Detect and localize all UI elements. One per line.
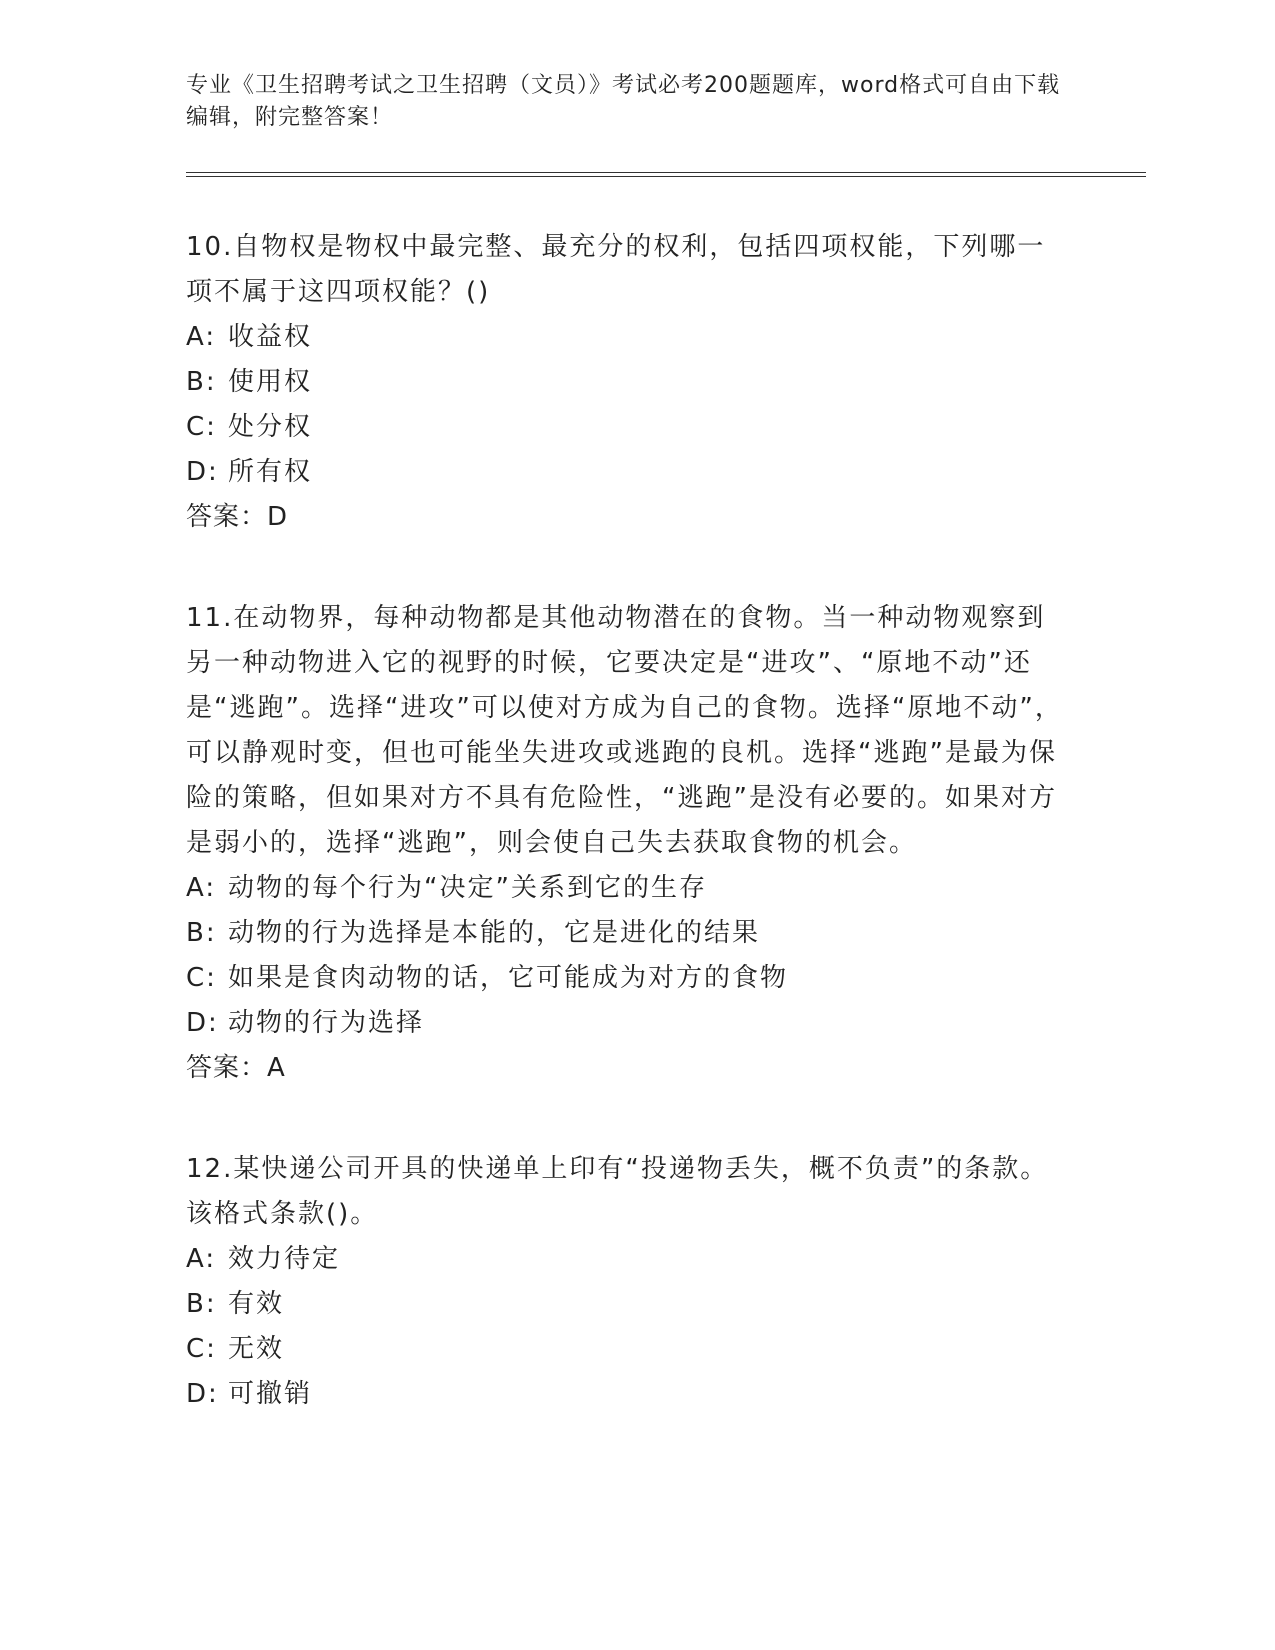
option-key: B: — [186, 918, 217, 948]
option-c — [186, 956, 1146, 1001]
question-text: 12.某快递公司开具的快递单上印有“投递物丢失，概不负责”的条款。该格式条款()。 — [186, 1154, 1049, 1229]
header-divider — [186, 172, 1146, 177]
option-b — [186, 1282, 1146, 1327]
option-text: 无效 — [228, 1334, 285, 1364]
option-c — [186, 1327, 1146, 1372]
option-d — [186, 450, 1146, 495]
option-text: 处分权 — [228, 412, 313, 442]
option-d — [186, 1372, 1146, 1417]
option-key: B: — [186, 367, 217, 397]
option-text: 可撤销 — [228, 1379, 313, 1409]
option-c — [186, 405, 1146, 450]
document-page — [186, 70, 1146, 1473]
answer-text: 答案：D — [186, 502, 289, 532]
option-a — [186, 1237, 1146, 1282]
question-11 — [186, 596, 1146, 1091]
option-a — [186, 866, 1146, 911]
option-b — [186, 911, 1146, 956]
option-d — [186, 1001, 1146, 1046]
option-text: 动物的行为选择 — [228, 1008, 425, 1038]
option-text: 有效 — [228, 1289, 285, 1319]
answer-text: 答案：A — [186, 1053, 286, 1083]
document-header: 专业《卫生招聘考试之卫生招聘（文员）》考试必考200题题库，word格式可自由下载编辑，附完整答案！ — [186, 73, 1061, 130]
question-12 — [186, 1147, 1146, 1417]
option-text: 如果是食肉动物的话，它可能成为对方的食物 — [228, 963, 789, 993]
question-10 — [186, 225, 1146, 540]
option-key: D: — [186, 1379, 219, 1409]
option-key: A: — [186, 873, 217, 903]
option-text: 效力待定 — [228, 1244, 341, 1274]
option-key: A: — [186, 1244, 217, 1274]
option-key: D: — [186, 457, 219, 487]
option-key: C: — [186, 963, 217, 993]
option-text: 收益权 — [228, 322, 313, 352]
option-text: 所有权 — [228, 457, 313, 487]
option-key: C: — [186, 1334, 217, 1364]
option-text: 使用权 — [228, 367, 313, 397]
option-key: D: — [186, 1008, 219, 1038]
option-b — [186, 360, 1146, 405]
option-key: C: — [186, 412, 217, 442]
option-key: A: — [186, 322, 217, 352]
option-text: 动物的每个行为“决定”关系到它的生存 — [228, 873, 707, 903]
option-key: B: — [186, 1289, 217, 1319]
question-list — [186, 225, 1146, 1417]
question-text: 10.自物权是物权中最完整、最充分的权利，包括四项权能，下列哪一项不属于这四项权能？() — [186, 232, 1046, 307]
option-text: 动物的行为选择是本能的，它是进化的结果 — [228, 918, 761, 948]
option-a — [186, 315, 1146, 360]
question-text: 11.在动物界，每种动物都是其他动物潜在的食物。当一种动物观察到另一种动物进入它的视野的时候，它要决定是“进攻”、“原地不动”还是“逃跑”。选择“进攻”可以使对方成为自己的食物。选择“原地不动”，可以静观时变，但也可能坐失进攻或逃跑的良机。选择“逃跑”是最为保险的策略，但如果对方不具有危险性，“逃跑”是没有必要的。如果对方是弱小的，选择“逃跑”，则会使自己失去获取食物的机会。 — [186, 603, 1063, 858]
